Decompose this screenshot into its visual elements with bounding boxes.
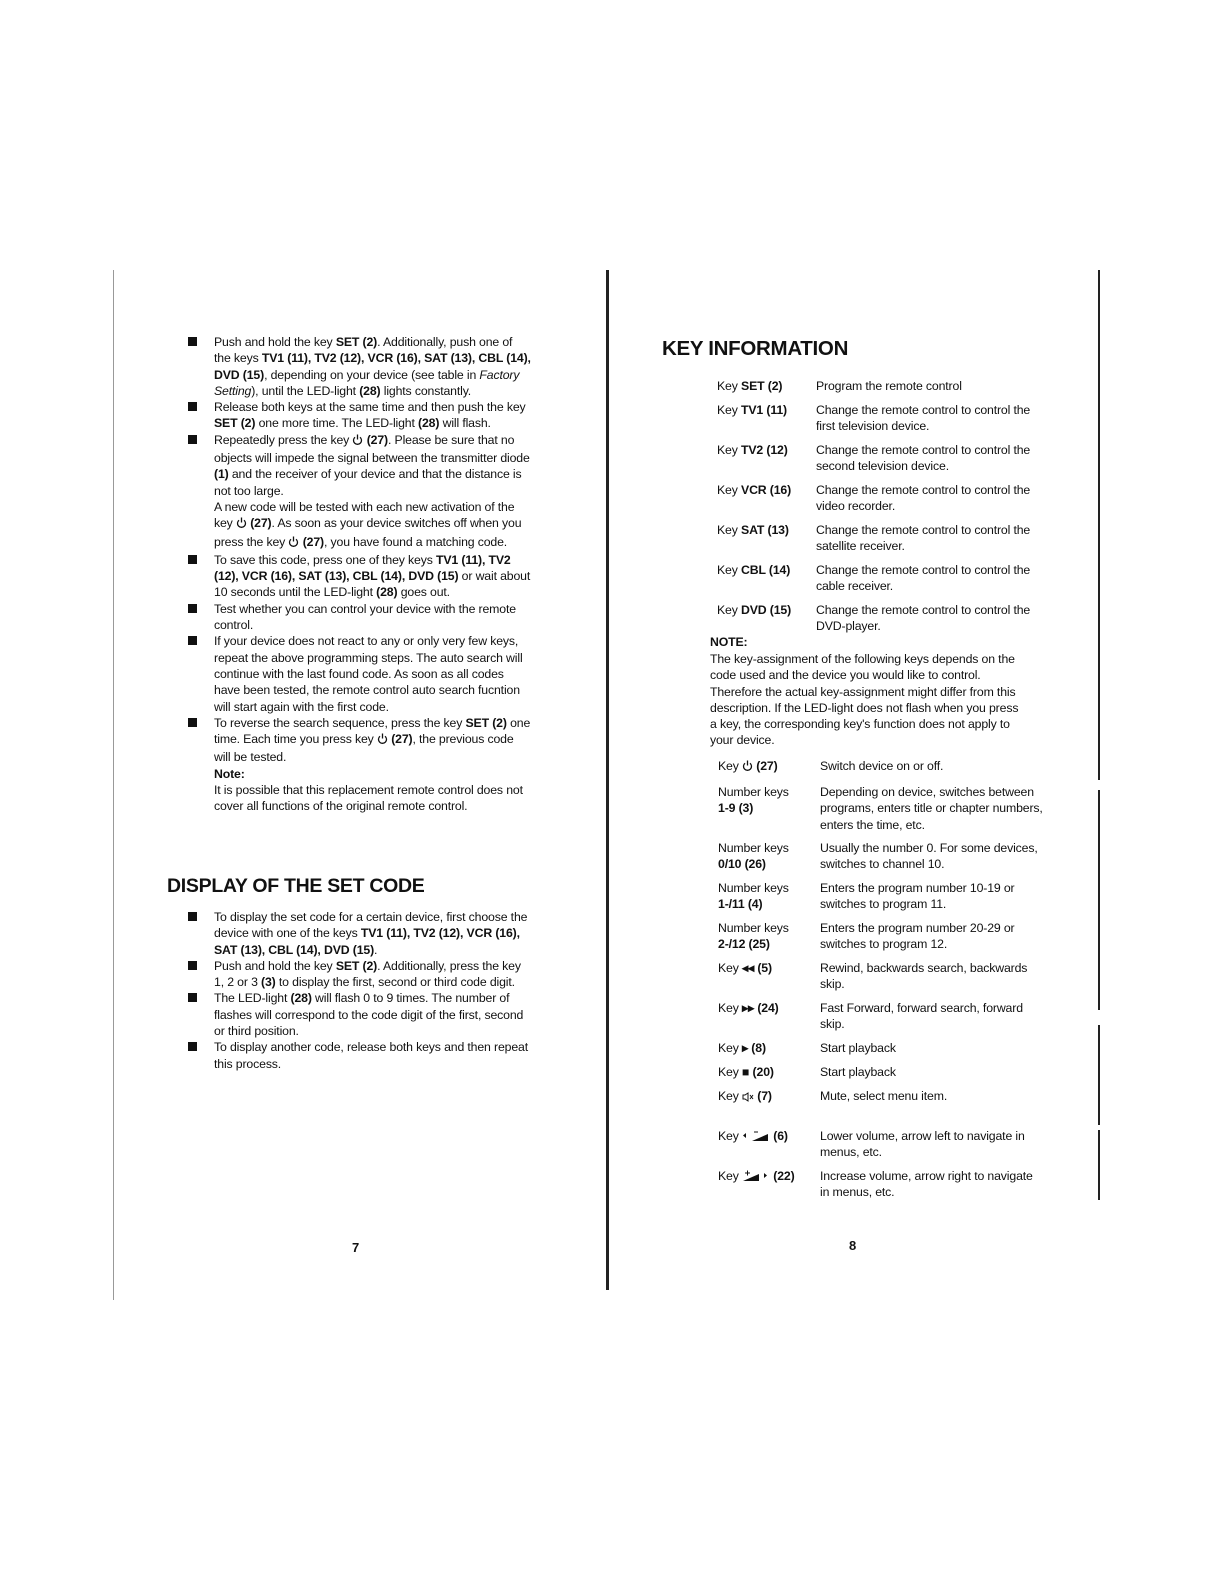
bold-text: DVD (15) — [741, 603, 792, 617]
bold-text: (28) — [290, 991, 312, 1006]
power-icon — [742, 760, 753, 776]
right-page-edge — [1098, 270, 1100, 780]
bullet-item — [214, 1039, 532, 1072]
section-heading-display-set-code: DISPLAY OF THE SET CODE — [167, 875, 425, 897]
text: Key — [718, 1129, 743, 1143]
bold-text: (28) — [418, 416, 440, 431]
key-description: Enters the program number 20-29 or switches to program 12. — [820, 921, 1015, 952]
bold-text: TV1 (11) — [741, 403, 787, 417]
bold-text: 2-/12 (25) — [718, 937, 770, 952]
text: ), until the LED-light — [251, 383, 360, 398]
key-name — [717, 402, 817, 418]
key-name — [717, 522, 817, 538]
bold-text: (27) — [753, 759, 778, 773]
text: Key — [717, 403, 742, 417]
bold-text: SET (2) — [214, 416, 256, 431]
text: , you have found a matching code. — [324, 534, 508, 549]
key-description: Depending on device, switches between programs, enters title or chapter numbers, enters the time, etc. — [820, 785, 1043, 832]
bold-text: SET (2) — [741, 379, 783, 393]
key-description: Lower volume, arrow left to navigate in menus, etc. — [820, 1129, 1025, 1160]
key-description: Fast Forward, forward search, forward skip. — [820, 1001, 1023, 1032]
text: goes out. — [397, 585, 450, 600]
bold-text: CBL (14) — [741, 563, 791, 577]
key-description: Usually the number 0. For some devices, switches to channel 10. — [820, 841, 1038, 872]
bold-text: (6) — [770, 1129, 788, 1143]
left-page-edge — [113, 270, 114, 1300]
right-page-edge — [1098, 1025, 1100, 1125]
italic-text: Factory Setting — [214, 367, 520, 398]
text: , depending on your device (see table in — [264, 367, 480, 382]
key-name — [718, 880, 818, 913]
text: to display the first, second or third code digit. — [275, 975, 515, 990]
text: or wait about 10 seconds until the LED-light — [214, 569, 531, 600]
power-icon — [236, 517, 247, 533]
text: . — [374, 942, 378, 957]
bullet-item — [214, 601, 532, 634]
key-name — [717, 442, 817, 458]
bold-text: (27) — [387, 732, 413, 747]
key-description: Change the remote control to control the first television device. — [816, 403, 1031, 434]
bold-text: SET (2) — [465, 715, 507, 730]
text: Key — [717, 379, 742, 393]
bold-text: 0/10 (26) — [718, 857, 766, 872]
power-icon — [288, 536, 299, 552]
text: A new code will be tested with each new activation of the key — [214, 499, 515, 531]
voldown-icon — [742, 1130, 770, 1146]
text: Number keys — [718, 881, 789, 895]
text: . As soon as your device switches off when you press the key — [214, 516, 522, 549]
key-name — [718, 1064, 818, 1080]
text: Key — [718, 759, 743, 773]
key-name — [718, 840, 818, 873]
key-description: Change the remote control to control the satellite receiver. — [816, 523, 1031, 554]
bullet-item — [214, 990, 532, 1039]
key-description: Enters the program number 10-19 or switches to program 11. — [820, 881, 1015, 912]
key-description: Start playback — [820, 1041, 896, 1055]
key-name — [718, 1088, 818, 1106]
bold-text: SAT (13) — [741, 523, 789, 537]
bold-text: TV1 (11), TV2 (12), VCR (16), SAT (13), CBL (14), DVD (15) — [214, 351, 531, 382]
bold-text: (27) — [363, 432, 388, 447]
text: Key — [718, 1001, 743, 1015]
key-description: Change the remote control to control the video recorder. — [816, 483, 1031, 514]
bullet-item — [214, 633, 532, 714]
bold-text: TV1 (11), TV2 (12), VCR (16), SAT (13), CBL (14), DVD (15) — [214, 552, 511, 584]
text: one more time. The LED-light — [255, 416, 419, 431]
key-description: Rewind, backwards search, backwards skip. — [820, 961, 1028, 992]
text: . Additionally, push one of the keys — [214, 335, 513, 366]
section-heading-key-information: KEY INFORMATION — [662, 337, 849, 360]
display-code-steps-list — [214, 909, 532, 1072]
text: one time. Each time you press key — [214, 715, 531, 747]
text: Key — [717, 603, 742, 617]
text: Key — [717, 483, 742, 497]
bold-text: TV2 (12) — [741, 443, 788, 457]
text: Number keys — [718, 841, 789, 855]
key-description: Change the remote control to control the cable receiver. — [816, 563, 1031, 594]
text: . Additionally, press the key 1, 2 or 3 — [214, 958, 521, 990]
text: To display the set code for a certain device, first choose the device with one of the keys — [214, 910, 528, 941]
note-label: NOTE: — [710, 635, 748, 649]
text: Test whether you can control your device with the remote control. — [214, 601, 516, 633]
text: To reverse the search sequence, press the key — [214, 715, 466, 730]
bold-text: (27) — [299, 534, 324, 549]
text: Push and hold the key — [214, 958, 336, 973]
text: The LED-light — [214, 991, 291, 1006]
key-description: Increase volume, arrow right to navigate in menus, etc. — [820, 1169, 1033, 1200]
bold-text: (27) — [246, 516, 272, 531]
key-name — [718, 1128, 818, 1146]
text: lights constantly. — [380, 383, 472, 398]
key-description: Program the remote control — [816, 379, 962, 393]
bold-text: TV1 (11), TV2 (12), VCR (16), SAT (13), CBL (14), DVD (15) — [214, 926, 520, 957]
key-description: Change the remote control to control the second television device. — [816, 443, 1031, 474]
text: Release both keys at the same time and then push the key — [214, 400, 526, 415]
bullet-item — [214, 715, 532, 815]
text: To save this code, press one of they keys — [214, 552, 436, 567]
key-name — [718, 784, 818, 817]
text: Key — [718, 1169, 743, 1183]
text: Push and hold the key — [214, 335, 336, 349]
bold-text: SET (2) — [335, 958, 378, 973]
key-name — [718, 960, 818, 976]
volup-icon — [742, 1170, 770, 1186]
right-page-edge — [1098, 790, 1100, 1010]
key-description: Mute, select menu item. — [820, 1089, 948, 1103]
text: To display another code, release both keys and then repeat this process. — [214, 1040, 528, 1071]
key-name — [718, 1040, 818, 1056]
text: Key — [718, 961, 743, 975]
bold-text: ◂◂ (5) — [742, 961, 772, 975]
text: It is possible that this replacement remote control does not cover all functions of the original remote control. — [214, 783, 523, 814]
bullet-item — [214, 909, 532, 958]
bullet-item — [214, 432, 532, 552]
bullet-item — [214, 552, 532, 601]
bold-text: (3) — [261, 975, 276, 990]
key-name — [717, 482, 817, 498]
text: Key — [717, 523, 742, 537]
bold-text: ■ (20) — [742, 1065, 774, 1079]
power-icon — [377, 733, 388, 749]
bold-text: (28) — [376, 585, 398, 600]
bold-text: (28) — [359, 383, 381, 398]
text: Key — [717, 563, 742, 577]
bullet-item — [214, 334, 532, 399]
note-text: The key-assignment of the following keys depends on the code used and the device you would like to control. Therefore the actual key-assignment might differ from this description. If the LED-light does not flash when you press a key, the corresponding key's function does not apply to your device. — [710, 652, 1019, 748]
programming-steps-list — [214, 334, 532, 815]
text: Key — [718, 1065, 743, 1079]
page-fold-line — [606, 270, 609, 1290]
mute-icon — [742, 1090, 754, 1106]
bold-text: (1) — [214, 467, 229, 482]
text: Key — [718, 1089, 743, 1103]
key-name — [718, 1168, 818, 1186]
right-page-edge — [1098, 1130, 1100, 1200]
text: will flash 0 to 9 times. The number of flashes will correspond to the code digit of the first, second or third position. — [214, 991, 524, 1039]
key-name — [718, 1000, 818, 1016]
text: Number keys — [718, 785, 789, 799]
bold-text: SET (2) — [335, 335, 378, 349]
bullet-item — [214, 399, 532, 432]
key-description: Change the remote control to control the DVD-player. — [816, 603, 1031, 634]
text: If your device does not react to any or only very few keys, repeat the above programming steps. The auto search will continue with the last found code. As soon as all codes have been tested, the remote control auto search fucntion will start again with the first code. — [214, 634, 523, 714]
key-name — [717, 378, 817, 394]
bold-text: ▸▸ (24) — [742, 1001, 779, 1015]
key-name — [718, 920, 818, 953]
key-name — [717, 602, 817, 618]
bold-text: ▸ (8) — [742, 1041, 766, 1055]
key-name — [718, 758, 818, 776]
page-number: 8 — [849, 1238, 857, 1253]
text: Key — [718, 1041, 743, 1055]
text: Number keys — [718, 921, 789, 935]
text: Repeatedly press the key — [214, 432, 353, 447]
text: , the previous code will be tested. — [214, 732, 514, 765]
key-description: Switch device on or off. — [820, 759, 944, 773]
power-icon — [352, 434, 363, 450]
bullet-item — [214, 958, 532, 991]
bold-text: (7) — [754, 1089, 772, 1103]
bold-text: 1-9 (3) — [718, 801, 754, 816]
page-number: 7 — [352, 1240, 360, 1255]
key-description: Start playback — [820, 1065, 896, 1079]
text: will flash. — [439, 416, 491, 431]
bold-text: VCR (16) — [741, 483, 792, 497]
text: . Please be sure that no objects will impede the signal between the transmitter diode — [214, 432, 530, 466]
text: Key — [717, 443, 742, 457]
bold-text: 1-/11 (4) — [718, 897, 763, 912]
bold-text: Note: — [214, 766, 245, 781]
text: and the receiver of your device and that the distance is not too large. — [214, 467, 522, 498]
bold-text: (22) — [770, 1169, 795, 1183]
key-name — [717, 562, 817, 578]
